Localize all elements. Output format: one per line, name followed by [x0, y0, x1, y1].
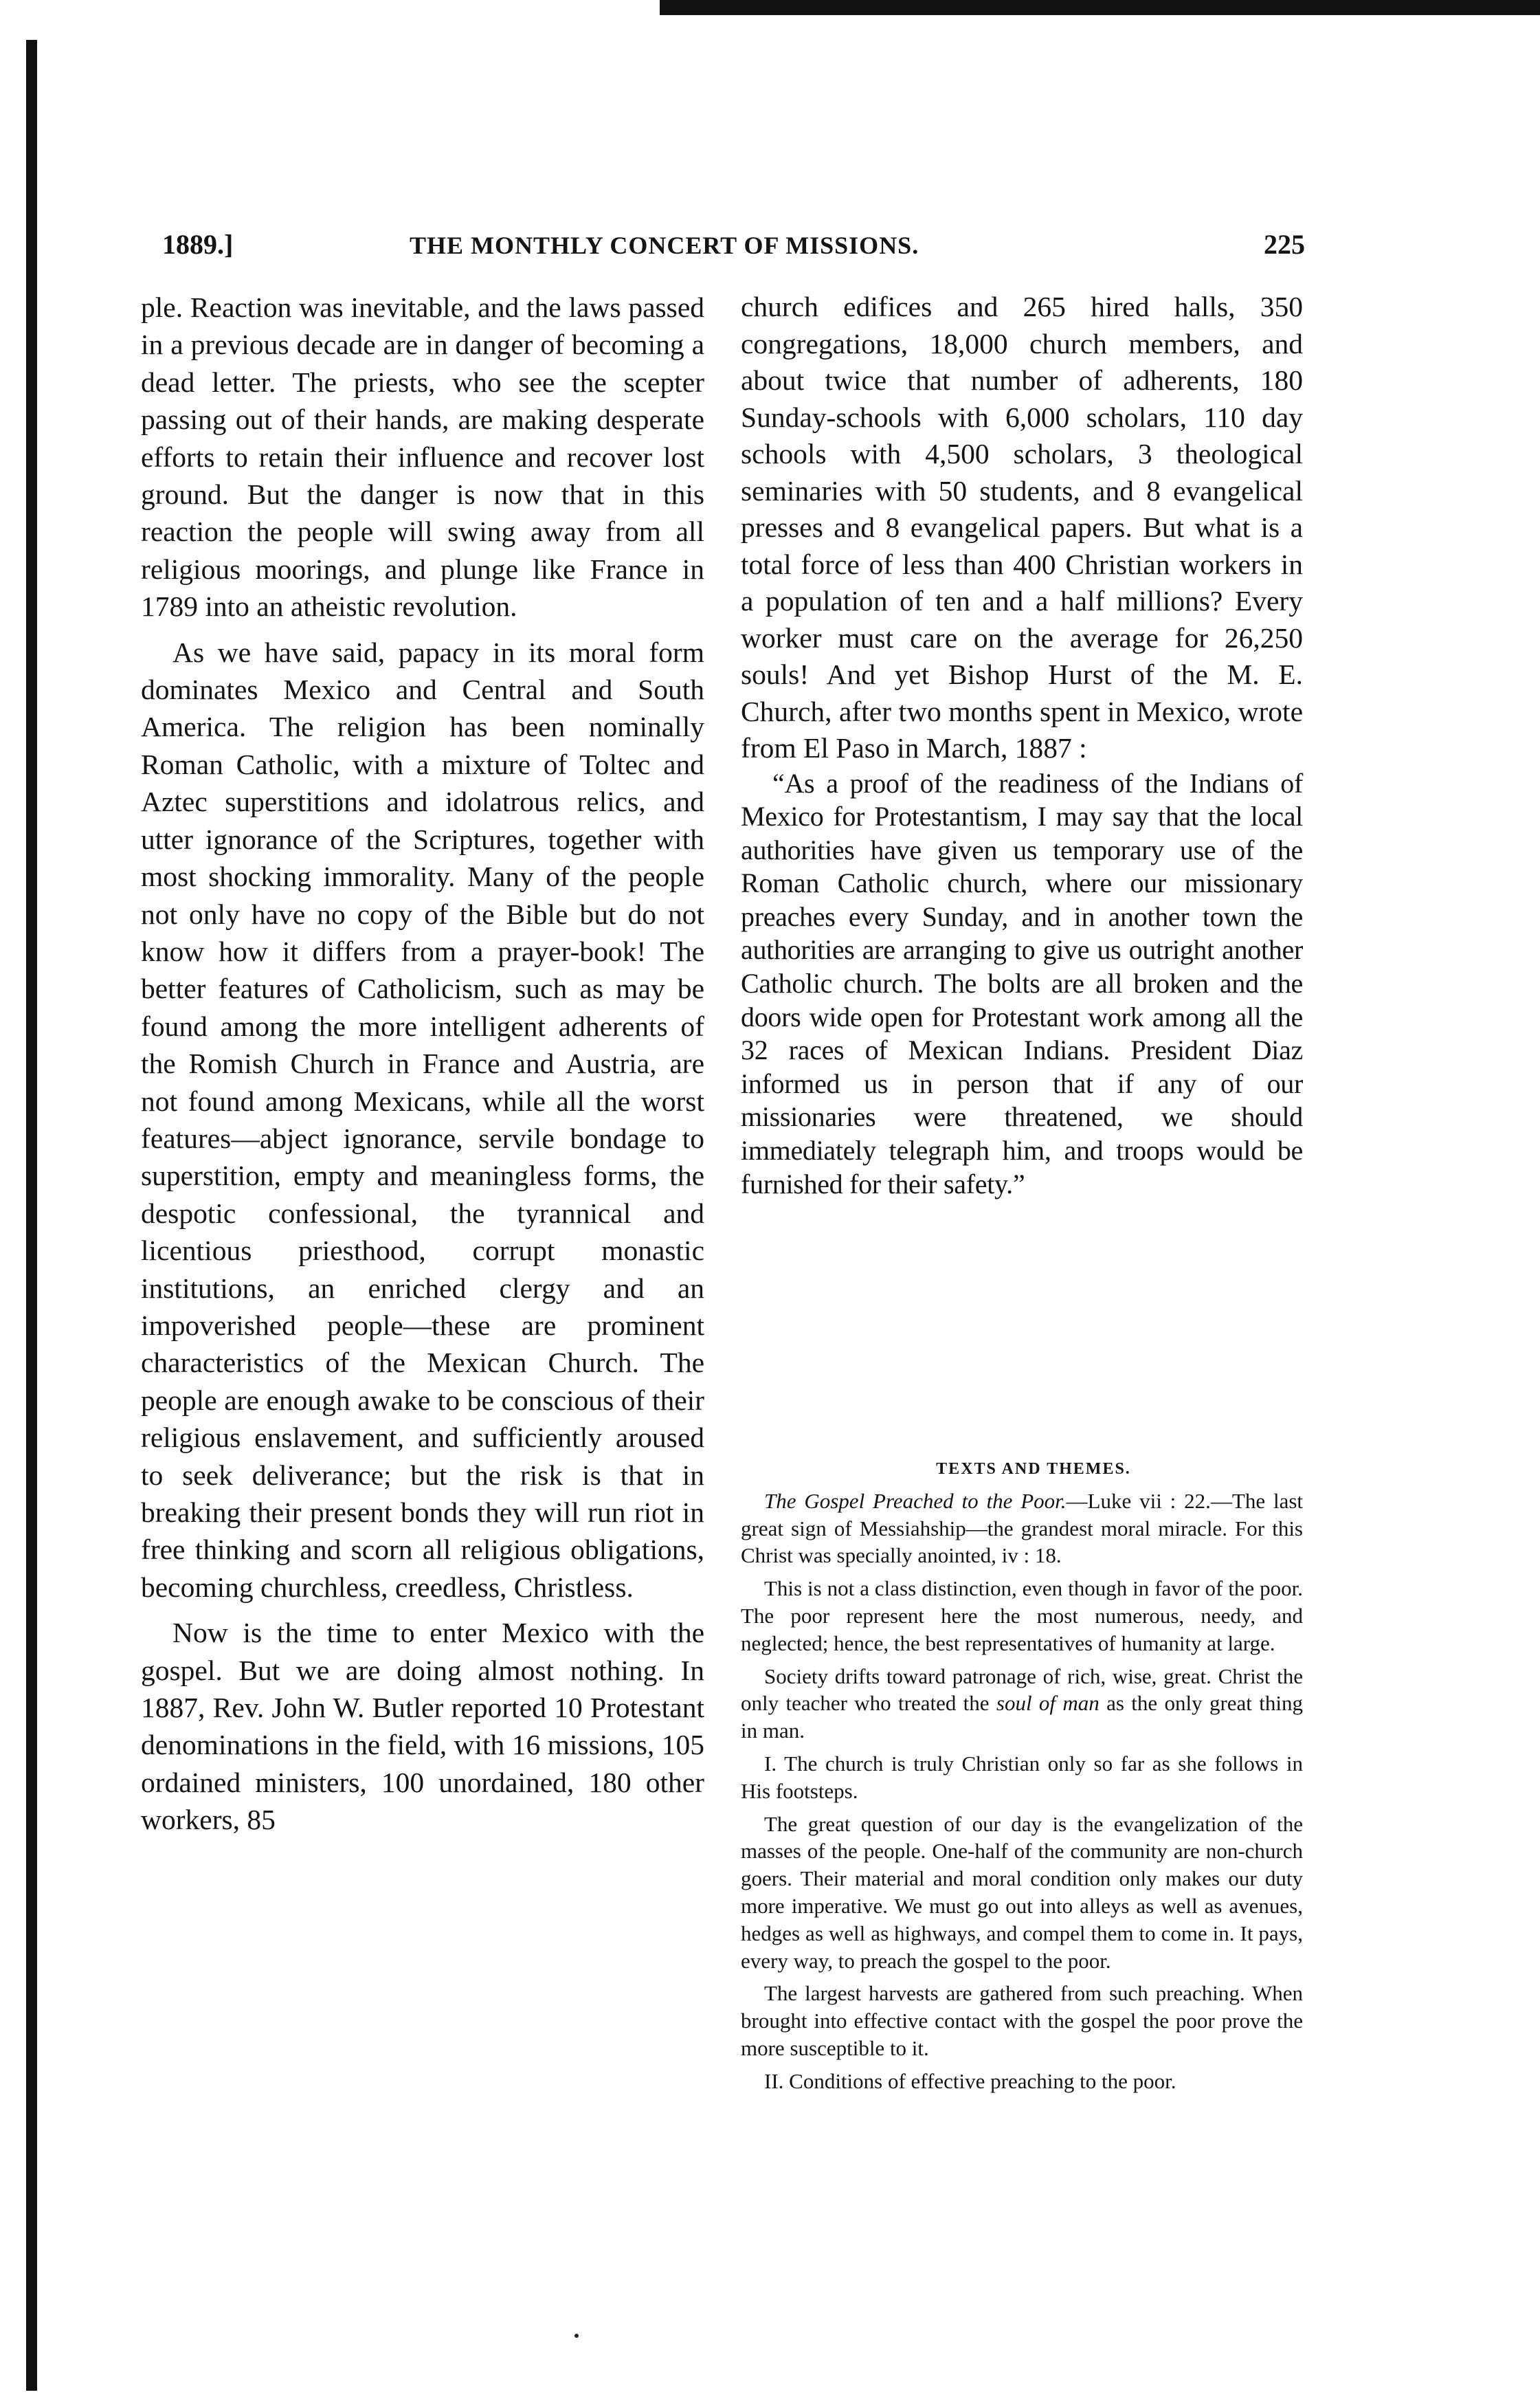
right-column	[741, 289, 1303, 1201]
right-paragraph-1: church edifices and 265 hired halls, 350 congregations, 18,000 church members, and about twice that number of adherents, 180 Sunday-schools with 6,000 scholars, 110 day schools with 4,500 scholars, 3 theological seminaries with 50 students, and 8 evangelical presses and 8 evangelical papers. But what is a total force of less than 400 Christian workers in a population of ten and a half millions? Every worker must care on the average for 26,250 souls! And yet Bishop Hurst of the M. E. Church, after two months spent in Mexico, wrote from El Paso in March, 1887 :	[741, 291, 1303, 764]
texts-and-themes-section	[741, 1456, 1303, 2101]
theme-p3-emphasis: soul of man	[996, 1691, 1100, 1716]
header-year: 1889.]	[162, 229, 234, 260]
theme-reference: —Luke vii : 22.—The last great sign of Messiahship—the grandest moral miracle. For this Christ was specially anointed, iv : 18.	[741, 1488, 1304, 1568]
print-speck	[574, 2334, 579, 2338]
left-paragraph-2: As we have said, papacy in its moral form dominates Mexico and Central and South America. The religion has been nominally Roman Catholic, with a mixture of Toltec and Aztec superstitions and idolatrous relics, and utter ignorance of the Scriptures, together with most shocking immorality. Many of the people not only have no copy of the Bible but do not know how it differs from a prayer-book! The better features of Catholicism, such as may be found among the more intelligent adherents of the Romish Church in France and Austria, are not found among Mexicans, while all the worst features—abject ignorance, servile bondage to superstition, empty and meaningless forms, the despotic confessional, the tyrannical and licentious priesthood, corrupt monastic institutions, an enriched clergy and an impoverished people—these are prominent characteristics of the Mexican Church. The people are enough awake to be conscious of their religious enslavement, and sufficiently aroused to seek deliverance; but the risk is that in breaking their present bonds they will run riot in free thinking and scorn all religious obligations, becoming churchless, creedless, Christless.	[141, 636, 704, 1603]
left-paragraph-1: ple. Reaction was inevitable, and the laws passed in a previous decade are in danger of becoming a dead letter. The priests, who see the scepter passing out of their hands, are making desperate efforts to retain their influence and recover lost ground. But the danger is now that in this reaction the people will swing away from all religious moorings, and plunge like France in 1789 into an atheistic revolution.	[141, 291, 704, 623]
theme-paragraph-6: The largest harvests are gathered from such preaching. When brought into effective contact with the gospel the poor prove the more susceptible to it.	[741, 1981, 1303, 2060]
section-heading: TEXTS AND THEMES.	[936, 1460, 1131, 1478]
header-title: THE MONTHLY CONCERT OF MISSIONS.	[410, 232, 919, 259]
bishop-hurst-quote: “As a proof of the readiness of the Indians of Mexico for Protestantism, I may say that the local authorities have given us temporary use of the Roman Catholic church, where our missionary preaches every Sunday, and in another town the authorities are arranging to give us outright another Catholic church. The bolts are all broken and the doors wide open for Protestant work among all the 32 races of Mexican Indians. President Diaz informed us in person that if any of our missionaries were threatened, we should immediately telegraph him, and troops would be furnished for their safety.”	[741, 767, 1303, 1200]
theme-point-2: II. Conditions of effective preaching to the poor.	[764, 2068, 1176, 2093]
theme-paragraph-5: The great question of our day is the evangelization of the masses of the people. One-half of the community are non-church goers. Their material and moral condition only makes our duty more imperative. We must go out into alleys as well as avenues, hedges as well as highways, and compel them to come in. It pays, every way, to preach the gospel to the poor.	[741, 1811, 1303, 1973]
left-column	[141, 289, 704, 1839]
page-number: 225	[1264, 229, 1305, 260]
scan-edge-bar	[26, 40, 37, 2391]
theme-paragraph-3	[741, 1663, 1303, 1745]
theme-title: The Gospel Preached to the Poor.	[764, 1488, 1067, 1513]
theme-intro	[741, 1488, 1303, 1569]
left-paragraph-3: Now is the time to enter Mexico with the gospel. But we are doing almost nothing. In 1887, Rev. John W. Butler reported 10 Protestant denominations in the field, with 16 missions, 105 ordained ministers, 100 unordained, 180 other workers, 85	[141, 1617, 704, 1836]
running-header	[162, 228, 1305, 269]
top-border-rule	[660, 0, 1540, 15]
theme-paragraph-2: This is not a class distinction, even though in favor of the poor. The poor represent here the most numerous, needy, and neglected; hence, the best representatives of humanity at large.	[741, 1576, 1303, 1655]
theme-point-1: I. The church is truly Christian only so far as she follows in His footsteps.	[741, 1751, 1303, 1803]
theme-p3-text: Society drifts toward patronage of rich, wise, great. Christ the only teacher who treated the	[741, 1663, 1303, 1716]
theme-p3-text-end: as the only great thing in man.	[741, 1691, 1303, 1743]
